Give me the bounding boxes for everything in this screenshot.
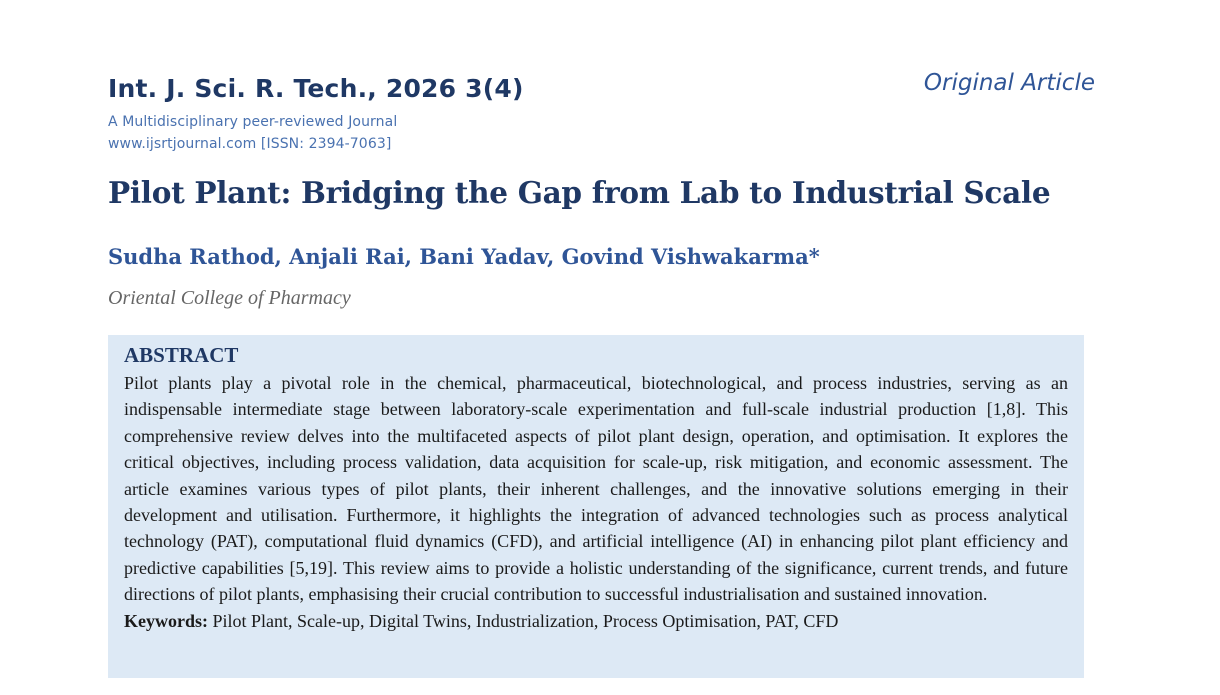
journal-subtitle: A Multidisciplinary peer-reviewed Journal	[108, 114, 398, 130]
author-affiliation: Oriental College of Pharmacy	[108, 287, 351, 309]
article-authors: Sudha Rathod, Anjali Rai, Bani Yadav, Govind Vishwakarma*	[108, 244, 820, 269]
journal-citation: Int. J. Sci. R. Tech., 2026 3(4)	[108, 74, 524, 103]
keywords-label: Keywords:	[124, 610, 208, 631]
article-type-label: Original Article	[923, 70, 1095, 96]
abstract-body: Pilot plants play a pivotal role in the chemical, pharmaceutical, biotechnological, and process industries, serving as an indispensable intermediate stage between laboratory-scale experimentation and full-scale industrial production [1,8]. This comprehensive review delves into the multifaceted aspects of pilot plant design, operation, and optimisation. It explores the critical objectives, including process validation, data acquisition for scale-up, risk mitigation, and economic assessment. The article examines various types of pilot plants, their inherent challenges, and the innovative solutions emerging in their development and utilisation. Furthermore, it highlights the integration of advanced technologies such as process analytical technology (PAT), computational fluid dynamics (CFD), and artificial intelligence (AI) in enhancing pilot plant efficiency and predictive capabilities [5,19]. This review aims to provide a holistic understanding of the significance, current trends, and future directions of pilot plants, emphasising their crucial contribution to successful industrialisation and sustained innovation.	[124, 373, 1068, 605]
article-title: Pilot Plant: Bridging the Gap from Lab to Industrial Scale	[108, 175, 1051, 210]
abstract-section	[108, 335, 1084, 678]
keywords-list: Pilot Plant, Scale-up, Digital Twins, Industrialization, Process Optimisation, PAT, CFD	[212, 610, 839, 631]
journal-website-issn: www.ijsrtjournal.com [ISSN: 2394-7063]	[108, 136, 392, 152]
abstract-heading: ABSTRACT	[124, 343, 239, 367]
keywords-line	[124, 608, 1068, 634]
